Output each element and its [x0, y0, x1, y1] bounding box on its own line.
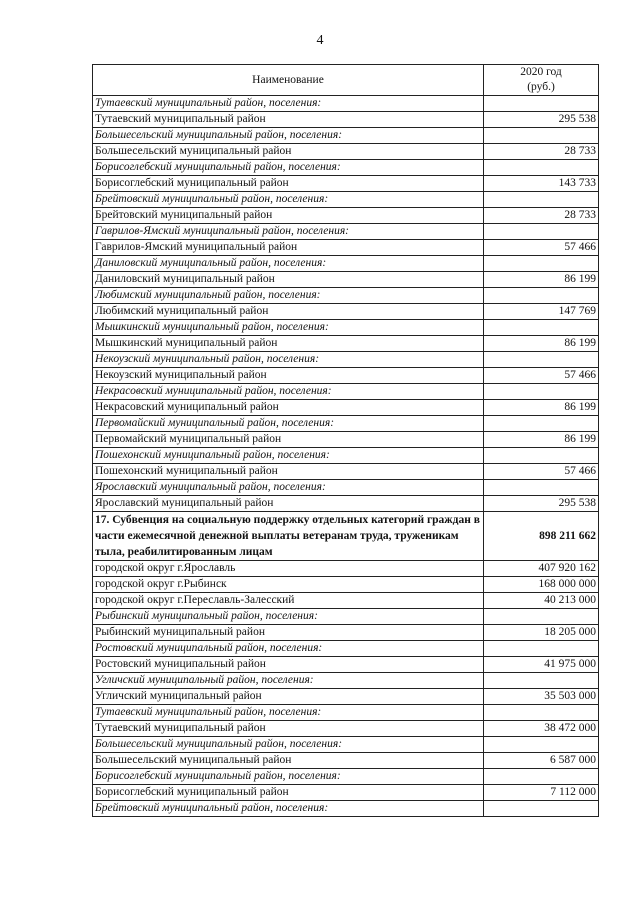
row-amount [484, 320, 599, 336]
row-amount: 57 466 [484, 240, 599, 256]
page-number: 4 [316, 33, 324, 48]
row-amount: 6 587 000 [484, 753, 599, 769]
row-name: Гаврилов-Ямский муниципальный район [93, 240, 484, 256]
subsidy-total: 898 211 662 [484, 512, 599, 561]
section-row [93, 737, 599, 753]
row-amount [484, 352, 599, 368]
table-row [93, 657, 599, 673]
header-name: Наименование [93, 65, 484, 96]
table-row [93, 785, 599, 801]
table-body [93, 96, 599, 817]
section-label: Борисоглебский муниципальный район, поселения: [93, 769, 484, 785]
row-amount [484, 384, 599, 400]
subsidy-title: 17. Субвенция на социальную поддержку отдельных категорий граждан в части ежемесячной денежной выплаты ветеранам труда, труженикам тыла, реабилитированным лицам [93, 512, 484, 561]
row-name: Даниловский муниципальный район [93, 272, 484, 288]
section-label: Брейтовский муниципальный район, поселения: [93, 801, 484, 817]
section-row [93, 128, 599, 144]
table-row [93, 432, 599, 448]
section-label: Угличский муниципальный район, поселения: [93, 673, 484, 689]
section-label: Большесельский муниципальный район, поселения: [93, 128, 484, 144]
budget-table [92, 64, 599, 817]
row-amount [484, 128, 599, 144]
row-amount: 57 466 [484, 368, 599, 384]
section-label: Борисоглебский муниципальный район, поселения: [93, 160, 484, 176]
row-amount [484, 609, 599, 625]
row-name: Угличский муниципальный район [93, 689, 484, 705]
row-amount [484, 801, 599, 817]
section-label: Первомайский муниципальный район, поселения: [93, 416, 484, 432]
row-name: Первомайский муниципальный район [93, 432, 484, 448]
table-row [93, 464, 599, 480]
table-row [93, 144, 599, 160]
section-row [93, 609, 599, 625]
row-amount [484, 480, 599, 496]
section-label: Тутаевский муниципальный район, поселения: [93, 96, 484, 112]
row-amount: 86 199 [484, 336, 599, 352]
section-row [93, 801, 599, 817]
section-label: Ярославский муниципальный район, поселения: [93, 480, 484, 496]
row-name: городской округ г.Ярославль [93, 561, 484, 577]
row-name: Любимский муниципальный район [93, 304, 484, 320]
section-row [93, 641, 599, 657]
row-name: Борисоглебский муниципальный район [93, 785, 484, 801]
table-header-row [93, 65, 599, 96]
section-label: Тутаевский муниципальный район, поселения: [93, 705, 484, 721]
row-name: Борисоглебский муниципальный район [93, 176, 484, 192]
section-label: Ростовский муниципальный район, поселения: [93, 641, 484, 657]
section-label: Рыбинский муниципальный район, поселения: [93, 609, 484, 625]
row-amount: 147 769 [484, 304, 599, 320]
section-label: Любимский муниципальный район, поселения: [93, 288, 484, 304]
row-name: Тутаевский муниципальный район [93, 112, 484, 128]
row-amount: 295 538 [484, 112, 599, 128]
row-name: Большесельский муниципальный район [93, 753, 484, 769]
row-amount [484, 769, 599, 785]
row-amount: 86 199 [484, 400, 599, 416]
row-amount [484, 416, 599, 432]
row-amount: 86 199 [484, 272, 599, 288]
table-row [93, 272, 599, 288]
table-row [93, 240, 599, 256]
table-row [93, 721, 599, 737]
table-row [93, 336, 599, 352]
row-amount: 18 205 000 [484, 625, 599, 641]
row-name: Большесельский муниципальный район [93, 144, 484, 160]
row-amount [484, 641, 599, 657]
section-row [93, 673, 599, 689]
row-amount [484, 448, 599, 464]
section-label: Пошехонский муниципальный район, поселения: [93, 448, 484, 464]
section-row [93, 480, 599, 496]
table-row [93, 304, 599, 320]
section-row [93, 224, 599, 240]
row-amount: 40 213 000 [484, 593, 599, 609]
row-amount: 7 112 000 [484, 785, 599, 801]
row-amount [484, 160, 599, 176]
section-row [93, 352, 599, 368]
table-row [93, 561, 599, 577]
section-row [93, 288, 599, 304]
section-row [93, 320, 599, 336]
table-row [93, 753, 599, 769]
row-amount: 143 733 [484, 176, 599, 192]
row-amount [484, 192, 599, 208]
row-amount [484, 705, 599, 721]
section-row [93, 384, 599, 400]
row-name: Брейтовский муниципальный район [93, 208, 484, 224]
row-name: Ярославский муниципальный район [93, 496, 484, 512]
table-row [93, 208, 599, 224]
section-row [93, 448, 599, 464]
row-name: Пошехонский муниципальный район [93, 464, 484, 480]
table-row [93, 625, 599, 641]
row-amount: 28 733 [484, 144, 599, 160]
section-row [93, 416, 599, 432]
row-amount [484, 256, 599, 272]
section-label: Гаврилов-Ямский муниципальный район, поселения: [93, 224, 484, 240]
section-label: Некрасовский муниципальный район, поселения: [93, 384, 484, 400]
row-amount: 28 733 [484, 208, 599, 224]
header-year [484, 65, 599, 96]
table-row [93, 112, 599, 128]
row-amount [484, 288, 599, 304]
table-row [93, 577, 599, 593]
table-row [93, 689, 599, 705]
row-name: Рыбинский муниципальный район [93, 625, 484, 641]
row-amount: 57 466 [484, 464, 599, 480]
row-amount: 38 472 000 [484, 721, 599, 737]
section-row [93, 769, 599, 785]
header-year-unit: (руб.) [527, 81, 555, 93]
row-name: городской округ г.Переславль-Залесский [93, 593, 484, 609]
section-label: Даниловский муниципальный район, поселения: [93, 256, 484, 272]
table-row [93, 593, 599, 609]
row-name: Некрасовский муниципальный район [93, 400, 484, 416]
row-amount: 86 199 [484, 432, 599, 448]
section-row [93, 96, 599, 112]
row-amount: 295 538 [484, 496, 599, 512]
row-amount: 35 503 000 [484, 689, 599, 705]
section-row [93, 705, 599, 721]
row-amount: 407 920 162 [484, 561, 599, 577]
row-name: Тутаевский муниципальный район [93, 721, 484, 737]
row-amount [484, 96, 599, 112]
row-amount: 41 975 000 [484, 657, 599, 673]
section-row [93, 256, 599, 272]
row-amount [484, 737, 599, 753]
section-label: Мышкинский муниципальный район, поселения: [93, 320, 484, 336]
row-name: Некоузский муниципальный район [93, 368, 484, 384]
section-label: Некоузский муниципальный район, поселения: [93, 352, 484, 368]
row-amount [484, 673, 599, 689]
section-row [93, 160, 599, 176]
table-row [93, 176, 599, 192]
section-row [93, 192, 599, 208]
section-label: Брейтовский муниципальный район, поселения: [93, 192, 484, 208]
section-label: Большесельский муниципальный район, поселения: [93, 737, 484, 753]
row-name: Мышкинский муниципальный район [93, 336, 484, 352]
header-year-line1: 2020 год [520, 66, 562, 78]
row-name: городской округ г.Рыбинск [93, 577, 484, 593]
table-row [93, 368, 599, 384]
row-name: Ростовский муниципальный район [93, 657, 484, 673]
table-row [93, 400, 599, 416]
row-amount: 168 000 000 [484, 577, 599, 593]
subsidy-row [93, 512, 599, 561]
row-amount [484, 224, 599, 240]
table-row [93, 496, 599, 512]
